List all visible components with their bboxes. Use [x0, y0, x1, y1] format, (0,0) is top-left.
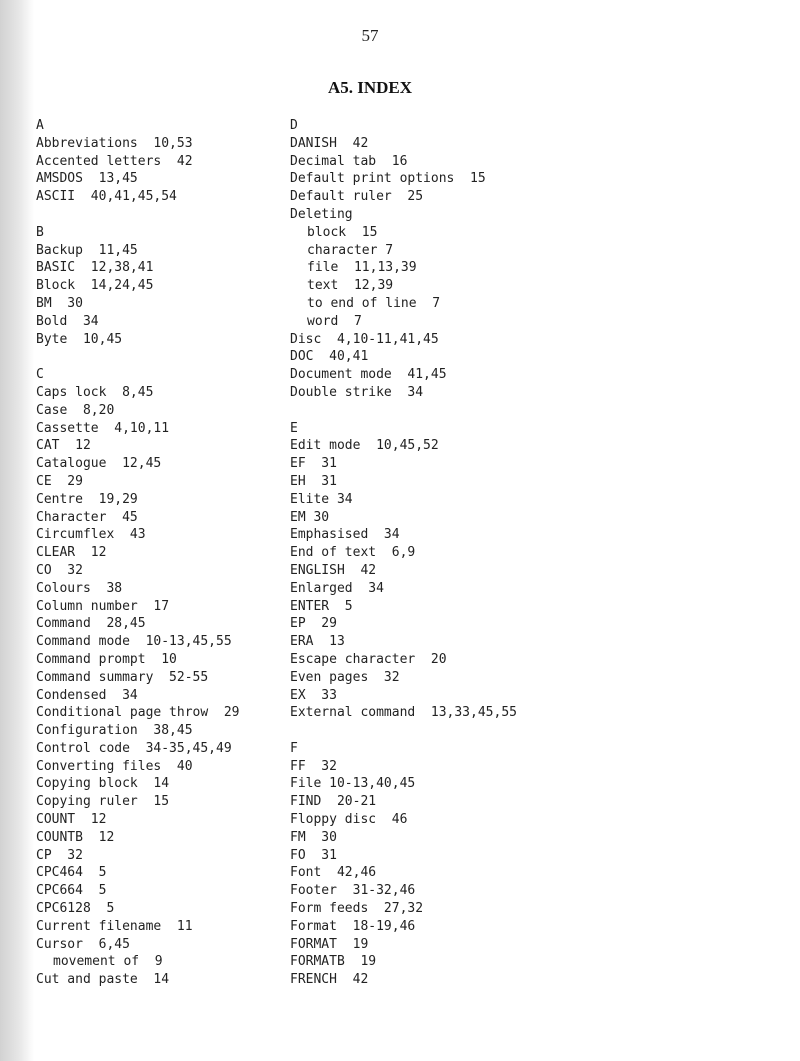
index-entry: ENGLISH 42 [290, 562, 377, 578]
index-entry: Escape character 20 [290, 651, 447, 667]
index-entry: Caps lock 8,45 [36, 384, 154, 400]
index-entry: Accented letters 42 [36, 153, 193, 169]
index-entry: COUNTB 12 [36, 829, 115, 845]
index-subentry: file 11,13,39 [307, 260, 417, 276]
index-entry: Disc 4,10-11,41,45 [290, 331, 439, 347]
index-entry: Backup 11,45 [36, 242, 138, 258]
index-entry: CE 29 [36, 473, 83, 489]
index-entry: CO 32 [36, 562, 83, 578]
index-group-c [36, 366, 240, 989]
index-entry: Command 28,45 [36, 616, 146, 632]
index-entry: Centre 19,29 [36, 491, 138, 507]
index-entry: Conditional page throw 29 [36, 705, 240, 721]
index-entry: Column number 17 [36, 598, 170, 614]
index-letter-heading: B [36, 224, 44, 240]
index-entry: FORMATB 19 [290, 954, 377, 970]
index-entry: Case 8,20 [36, 402, 115, 418]
index-column-right [290, 117, 517, 1007]
index-entry: CAT 12 [36, 438, 91, 454]
index-entry: Condensed 34 [36, 687, 138, 703]
index-entry: CLEAR 12 [36, 545, 107, 561]
index-entry: Default print options 15 [290, 171, 486, 187]
index-entry: ASCII 40,41,45,54 [36, 189, 177, 205]
index-entry: Command mode 10-13,45,55 [36, 634, 232, 650]
index-entry: Configuration 38,45 [36, 723, 193, 739]
index-entry: Floppy disc 46 [290, 812, 408, 828]
index-group-a [36, 117, 240, 206]
index-entry: Byte 10,45 [36, 331, 123, 347]
index-letter-heading: C [36, 367, 44, 383]
index-entry: FIND 20-21 [290, 794, 377, 810]
index-group-b [36, 224, 240, 349]
index-entry: Block 14,24,45 [36, 278, 154, 294]
index-group-d [290, 117, 517, 402]
index-entry: CP 32 [36, 847, 83, 863]
index-entry: AMSDOS 13,45 [36, 171, 138, 187]
index-entry: Converting files 40 [36, 758, 193, 774]
book-spine-shadow [0, 0, 34, 1061]
index-entry: End of text 6,9 [290, 545, 416, 561]
index-entry: COUNT 12 [36, 812, 107, 828]
index-entry: Control code 34-35,45,49 [36, 740, 232, 756]
index-entry: FORMAT 19 [290, 936, 369, 952]
index-entry: Enlarged 34 [290, 580, 384, 596]
index-letter-heading: D [290, 118, 298, 133]
index-entry: EF 31 [290, 456, 337, 472]
index-entry: Abbreviations 10,53 [36, 135, 193, 151]
index-entry: EH 31 [290, 473, 337, 489]
index-entry: Character 45 [36, 509, 138, 525]
index-entry: BM 30 [36, 295, 83, 311]
index-entry: EX 33 [290, 687, 337, 703]
index-entry: DOC 40,41 [290, 349, 369, 365]
index-entry: Format 18-19,46 [290, 918, 416, 934]
index-subentry: word 7 [307, 313, 362, 329]
index-entry: CPC464 5 [36, 865, 107, 881]
index-entry: Catalogue 12,45 [36, 456, 162, 472]
index-entry: Form feeds 27,32 [290, 901, 424, 917]
index-entry: Font 42,46 [290, 865, 377, 881]
index-subentry: text 12,39 [307, 278, 394, 294]
index-entry: ERA 13 [290, 634, 345, 650]
index-entry: Copying ruler 15 [36, 794, 170, 810]
index-entry: Double strike 34 [290, 384, 424, 400]
index-subentry: block 15 [307, 224, 378, 240]
index-entry: Document mode 41,45 [290, 367, 447, 383]
index-entry: BASIC 12,38,41 [36, 260, 154, 276]
index-entry: File 10-13,40,45 [290, 776, 416, 792]
index-entry: Command summary 52-55 [36, 669, 209, 685]
index-entry: EM 30 [290, 509, 330, 525]
index-entry: Command prompt 10 [36, 651, 177, 667]
index-entry: Current filename 11 [36, 918, 193, 934]
index-letter-heading: A [36, 118, 44, 133]
index-entry: CPC664 5 [36, 883, 107, 899]
index-subentry: character 7 [307, 242, 394, 258]
index-entry: Cursor 6,45 [36, 936, 130, 952]
index-entry: ENTER 5 [290, 598, 353, 614]
index-entry: Emphasised 34 [290, 527, 400, 543]
index-entry: Elite 34 [290, 491, 353, 507]
index-entry: FM 30 [290, 829, 337, 845]
index-letter-heading: F [290, 740, 298, 756]
index-entry: EP 29 [290, 616, 337, 632]
index-entry: FO 31 [290, 847, 337, 863]
index-entry: Deleting [290, 206, 353, 222]
index-entry: Copying block 14 [36, 776, 170, 792]
index-entry: Decimal tab 16 [290, 153, 408, 169]
index-letter-heading: E [290, 420, 298, 436]
index-entry: Colours 38 [36, 580, 123, 596]
index-group-e [290, 420, 517, 723]
index-entry: Cut and paste 14 [36, 972, 170, 988]
index-entry: FRENCH 42 [290, 972, 369, 988]
index-entry: Footer 31-32,46 [290, 883, 416, 899]
index-entry: CPC6128 5 [36, 901, 115, 917]
index-subentry: to end of line 7 [307, 295, 441, 311]
index-entry: FF 32 [290, 758, 337, 774]
index-entry: External command 13,33,45,55 [290, 705, 517, 721]
page-number: 57 [361, 26, 379, 45]
index-group-f [290, 740, 517, 989]
index-entry: DANISH 42 [290, 135, 369, 151]
index-entry: Circumflex 43 [36, 527, 146, 543]
index-entry: Bold 34 [36, 313, 99, 329]
index-entry: Edit mode 10,45,52 [290, 438, 439, 454]
index-entry: Cassette 4,10,11 [36, 420, 170, 436]
index-subentry: movement of 9 [53, 954, 163, 970]
index-entry: Even pages 32 [290, 669, 400, 685]
index-column-left [36, 117, 240, 1007]
page-title: A5. INDEX [327, 78, 413, 97]
index-entry: Default ruler 25 [290, 189, 424, 205]
